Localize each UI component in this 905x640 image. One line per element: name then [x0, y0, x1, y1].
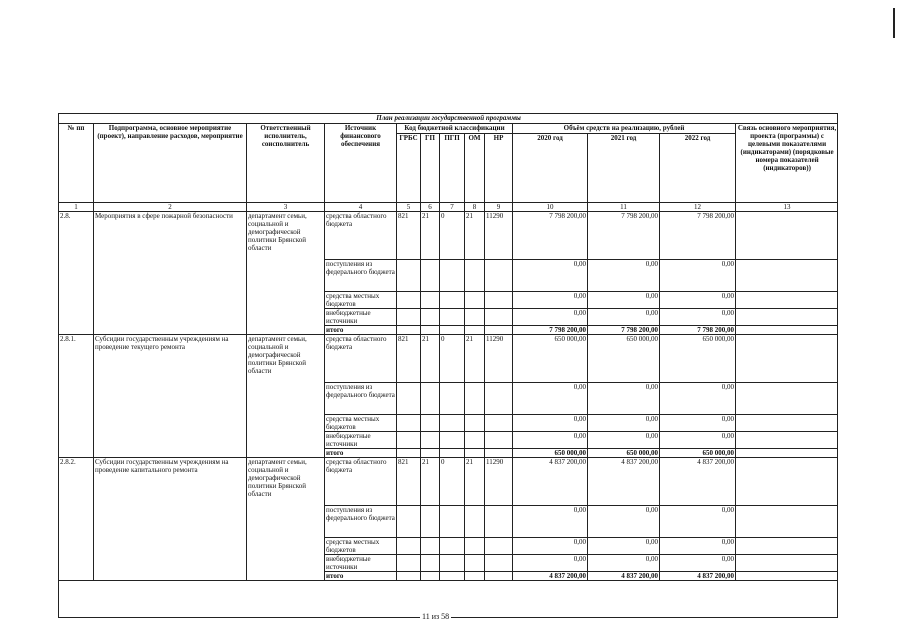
code-grbs: 821 — [397, 212, 421, 260]
code-nr — [485, 555, 513, 572]
code-om: 21 — [465, 335, 485, 383]
amount-2022: 650 000,00 — [660, 335, 736, 383]
header-budget-code: Код бюджетной классификации — [397, 124, 513, 134]
code-gp: 21 — [421, 212, 440, 260]
code-pgp — [440, 415, 465, 432]
funding-source: поступления из федерального бюджета — [325, 260, 397, 292]
code-nr: 11290 — [485, 458, 513, 506]
code-grbs: 821 — [397, 335, 421, 383]
funding-source: внебюджетные источники — [325, 309, 397, 326]
item-executor: департамент семьи, социальной и демографической политики Брянской области — [247, 335, 325, 458]
document-page — [58, 113, 838, 618]
item-executor: департамент семьи, социальной и демографической политики Брянской области — [247, 458, 325, 581]
amount-2021: 7 798 200,00 — [588, 212, 660, 260]
code-gp — [421, 432, 440, 449]
code-om — [465, 260, 485, 292]
amount-2020: 650 000,00 — [513, 335, 588, 383]
column-number: 7 — [440, 203, 465, 212]
code-pgp — [440, 260, 465, 292]
amount-2021: 0,00 — [588, 292, 660, 309]
amount-2020: 650 000,00 — [513, 449, 588, 458]
code-pgp — [440, 449, 465, 458]
code-pgp — [440, 506, 465, 538]
column-number: 2 — [94, 203, 247, 212]
amount-2021: 650 000,00 — [588, 335, 660, 383]
code-nr — [485, 415, 513, 432]
header-gp: ГП — [421, 134, 440, 203]
column-number: 8 — [465, 203, 485, 212]
code-om: 21 — [465, 212, 485, 260]
code-nr — [485, 432, 513, 449]
code-gp: 21 — [421, 335, 440, 383]
amount-2022: 0,00 — [660, 432, 736, 449]
amount-2021: 4 837 200,00 — [588, 572, 660, 581]
column-number: 10 — [513, 203, 588, 212]
header-grbs: ГРБС — [397, 134, 421, 203]
indicator-link — [736, 326, 839, 335]
code-grbs — [397, 432, 421, 449]
item-number: 2.8.1. — [59, 335, 94, 458]
column-number-row — [59, 203, 839, 212]
code-gp — [421, 506, 440, 538]
column-number: 3 — [247, 203, 325, 212]
code-gp — [421, 538, 440, 555]
table-row — [59, 458, 839, 506]
code-nr: 11290 — [485, 212, 513, 260]
code-om — [465, 506, 485, 538]
amount-2020: 7 798 200,00 — [513, 326, 588, 335]
code-om — [465, 292, 485, 309]
funding-source: средства областного бюджета — [325, 335, 397, 383]
amount-2021: 0,00 — [588, 538, 660, 555]
funding-source: поступления из федерального бюджета — [325, 506, 397, 538]
column-number: 6 — [421, 203, 440, 212]
table-row — [59, 212, 839, 260]
header-link: Связь основного мероприятия, проекта (программы) с целевыми показателями (индикаторами) (порядковые номера показателей (индикаторов)) — [736, 124, 839, 203]
amount-2021: 650 000,00 — [588, 449, 660, 458]
code-grbs — [397, 572, 421, 581]
code-pgp: 0 — [440, 458, 465, 506]
code-gp — [421, 326, 440, 335]
amount-2021: 0,00 — [588, 309, 660, 326]
code-nr — [485, 309, 513, 326]
code-om — [465, 572, 485, 581]
code-gp: 21 — [421, 458, 440, 506]
header-pgp: ПГП — [440, 134, 465, 203]
amount-2022: 7 798 200,00 — [660, 326, 736, 335]
header-volume: Объём средств на реализацию, рублей — [513, 124, 736, 134]
amount-2022: 0,00 — [660, 555, 736, 572]
amount-2021: 7 798 200,00 — [588, 326, 660, 335]
code-grbs — [397, 506, 421, 538]
code-grbs — [397, 449, 421, 458]
table-body — [59, 212, 839, 581]
funding-source: средства местных бюджетов — [325, 415, 397, 432]
code-grbs — [397, 260, 421, 292]
funding-source: внебюджетные источники — [325, 555, 397, 572]
code-grbs: 821 — [397, 458, 421, 506]
header-executor: Ответственный исполнитель, соисполнитель — [247, 124, 325, 203]
indicator-link — [736, 538, 839, 555]
indicator-link — [736, 309, 839, 326]
column-number: 1 — [59, 203, 94, 212]
code-nr — [485, 506, 513, 538]
item-name: Субсидии государственным учреждениям на проведение капитального ремонта — [94, 458, 247, 581]
page-number: 11 из 58 — [422, 612, 450, 621]
amount-2022: 4 837 200,00 — [660, 458, 736, 506]
amount-2022: 0,00 — [660, 292, 736, 309]
indicator-link — [736, 335, 839, 383]
header-2021: 2021 год — [588, 134, 660, 203]
code-pgp: 0 — [440, 212, 465, 260]
code-pgp — [440, 555, 465, 572]
amount-2020: 0,00 — [513, 292, 588, 309]
indicator-link — [736, 572, 839, 581]
code-gp — [421, 572, 440, 581]
code-nr: 11290 — [485, 335, 513, 383]
header-nr: НР — [485, 134, 513, 203]
indicator-link — [736, 292, 839, 309]
amount-2020: 7 798 200,00 — [513, 212, 588, 260]
amount-2022: 4 837 200,00 — [660, 572, 736, 581]
column-number: 4 — [325, 203, 397, 212]
indicator-link — [736, 506, 839, 538]
header-source: Источник финансового обеспечения — [325, 124, 397, 203]
code-om — [465, 309, 485, 326]
amount-2021: 0,00 — [588, 260, 660, 292]
code-nr — [485, 572, 513, 581]
item-number: 2.8.2. — [59, 458, 94, 581]
code-nr — [485, 538, 513, 555]
code-om — [465, 449, 485, 458]
funding-source: средства областного бюджета — [325, 212, 397, 260]
amount-2022: 0,00 — [660, 538, 736, 555]
program-plan-table — [58, 113, 838, 581]
amount-2020: 0,00 — [513, 538, 588, 555]
code-grbs — [397, 292, 421, 309]
column-number: 5 — [397, 203, 421, 212]
amount-2020: 0,00 — [513, 555, 588, 572]
code-grbs — [397, 309, 421, 326]
indicator-link — [736, 415, 839, 432]
code-pgp — [440, 326, 465, 335]
amount-2022: 0,00 — [660, 260, 736, 292]
code-om — [465, 383, 485, 415]
amount-2021: 0,00 — [588, 506, 660, 538]
code-om — [465, 432, 485, 449]
amount-2021: 0,00 — [588, 555, 660, 572]
code-pgp: 0 — [440, 335, 465, 383]
item-number: 2.8. — [59, 212, 94, 335]
code-pgp — [440, 572, 465, 581]
funding-source: средства местных бюджетов — [325, 292, 397, 309]
code-grbs — [397, 415, 421, 432]
amount-2021: 0,00 — [588, 415, 660, 432]
code-gp — [421, 292, 440, 309]
amount-2022: 0,00 — [660, 309, 736, 326]
amount-2022: 650 000,00 — [660, 449, 736, 458]
code-om — [465, 538, 485, 555]
funding-source: внебюджетные источники — [325, 432, 397, 449]
amount-2021: 0,00 — [588, 383, 660, 415]
header-num: № пп — [59, 124, 94, 203]
amount-2022: 7 798 200,00 — [660, 212, 736, 260]
code-grbs — [397, 538, 421, 555]
code-nr — [485, 292, 513, 309]
amount-2021: 0,00 — [588, 432, 660, 449]
column-number: 9 — [485, 203, 513, 212]
code-grbs — [397, 555, 421, 572]
code-gp — [421, 415, 440, 432]
indicator-link — [736, 555, 839, 572]
code-om — [465, 415, 485, 432]
indicator-link — [736, 458, 839, 506]
code-om — [465, 555, 485, 572]
scan-edge-mark — [893, 8, 895, 38]
amount-2022: 0,00 — [660, 383, 736, 415]
column-number: 13 — [736, 203, 839, 212]
header-om: ОМ — [465, 134, 485, 203]
code-nr — [485, 383, 513, 415]
code-nr — [485, 326, 513, 335]
code-pgp — [440, 538, 465, 555]
amount-2020: 0,00 — [513, 506, 588, 538]
code-pgp — [440, 309, 465, 326]
indicator-link — [736, 212, 839, 260]
funding-source: итого — [325, 449, 397, 458]
amount-2021: 4 837 200,00 — [588, 458, 660, 506]
code-gp — [421, 449, 440, 458]
amount-2022: 0,00 — [660, 415, 736, 432]
indicator-link — [736, 449, 839, 458]
indicator-link — [736, 260, 839, 292]
indicator-link — [736, 432, 839, 449]
code-gp — [421, 260, 440, 292]
indicator-link — [736, 383, 839, 415]
funding-source: средства областного бюджета — [325, 458, 397, 506]
code-pgp — [440, 383, 465, 415]
code-nr — [485, 260, 513, 292]
code-grbs — [397, 326, 421, 335]
amount-2020: 0,00 — [513, 383, 588, 415]
amount-2020: 0,00 — [513, 432, 588, 449]
code-om — [465, 326, 485, 335]
amount-2020: 0,00 — [513, 309, 588, 326]
amount-2020: 0,00 — [513, 260, 588, 292]
item-executor: департамент семьи, социальной и демографической политики Брянской области — [247, 212, 325, 335]
funding-source: итого — [325, 572, 397, 581]
code-gp — [421, 309, 440, 326]
header-2022: 2022 год — [660, 134, 736, 203]
code-grbs — [397, 383, 421, 415]
code-gp — [421, 555, 440, 572]
code-om: 21 — [465, 458, 485, 506]
funding-source: средства местных бюджетов — [325, 538, 397, 555]
column-number: 12 — [660, 203, 736, 212]
header-name: Подпрограмма, основное мероприятие (проект), направление расходов, мероприятие — [94, 124, 247, 203]
code-nr — [485, 449, 513, 458]
header-2020: 2020 год — [513, 134, 588, 203]
amount-2020: 0,00 — [513, 415, 588, 432]
item-name: Субсидии государственным учреждениям на проведение текущего ремонта — [94, 335, 247, 458]
funding-source: поступления из федерального бюджета — [325, 383, 397, 415]
code-gp — [421, 383, 440, 415]
column-number: 11 — [588, 203, 660, 212]
item-name: Мероприятия в сфере пожарной безопасности — [94, 212, 247, 335]
table-title: План реализации государственной программы — [59, 114, 839, 124]
code-pgp — [440, 292, 465, 309]
code-pgp — [440, 432, 465, 449]
funding-source: итого — [325, 326, 397, 335]
amount-2022: 0,00 — [660, 506, 736, 538]
amount-2020: 4 837 200,00 — [513, 458, 588, 506]
amount-2020: 4 837 200,00 — [513, 572, 588, 581]
table-row — [59, 335, 839, 383]
